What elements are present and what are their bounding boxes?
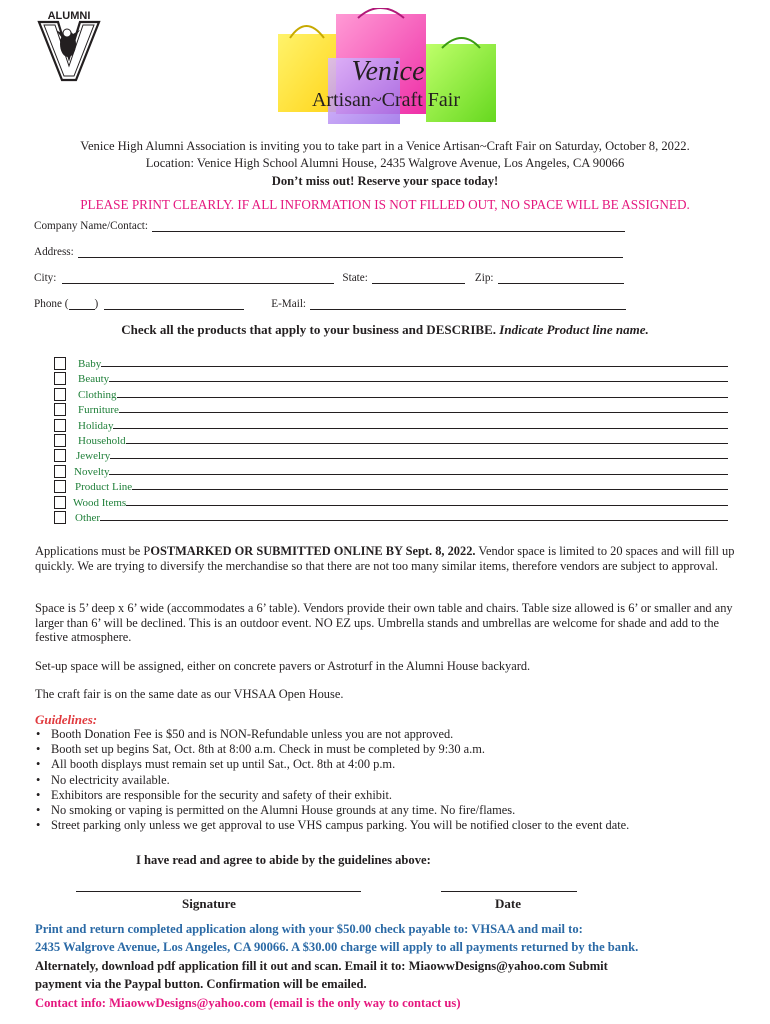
- intro-location: Location: Venice High School Alumni House, 2435 Walgrove Avenue, Los Angeles, CA 90066: [145, 156, 625, 170]
- product-checkbox[interactable]: [54, 372, 66, 385]
- alumni-logo-text: ALUMNI: [47, 10, 91, 22]
- print-clearly-notice: PLEASE PRINT CLEARLY. IF ALL INFORMATION IS NOT FILLED OUT, NO SPACE WILL BE ASSIGNED.: [80, 197, 690, 212]
- guideline-item: • All booth displays must remain set up until Sat., Oct. 8th at 4:00 p.m.: [35, 757, 765, 772]
- open-house-paragraph: The craft fair is on the same date as our VHSAA Open House.: [35, 687, 344, 701]
- product-checkbox[interactable]: [54, 449, 66, 462]
- footer-contact-info: Contact info: MiaowwDesigns@yahoo.com (email is the only way to contact us): [35, 996, 461, 1010]
- product-description-line[interactable]: [113, 428, 728, 429]
- date-line[interactable]: [441, 891, 577, 892]
- guideline-item: • Exhibitors are responsible for the security and safety of their exhibit.: [35, 788, 765, 803]
- footer-paypal: payment via the Paypal button. Confirmation will be emailed.: [35, 977, 367, 991]
- city-label: City:: [34, 272, 57, 284]
- product-row: [78, 371, 728, 385]
- product-label: Jewelry: [76, 450, 111, 463]
- product-row: [78, 402, 728, 416]
- application-deadline-paragraph: [35, 544, 755, 573]
- phone-number-field[interactable]: [104, 297, 244, 310]
- agree-statement: I have read and agree to abide by the guidelines above:: [136, 853, 431, 867]
- product-checkbox[interactable]: [54, 434, 66, 447]
- products-heading-italic: Indicate Product line name.: [499, 322, 649, 337]
- product-row: [78, 387, 728, 401]
- intro-call-to-action: Don’t miss out! Reserve your space today!: [271, 174, 499, 188]
- product-description-line[interactable]: [126, 443, 728, 444]
- product-checkbox[interactable]: [54, 357, 66, 370]
- product-row: [73, 495, 728, 509]
- product-description-line[interactable]: [126, 505, 728, 506]
- product-checkbox[interactable]: [54, 419, 66, 432]
- product-checkbox[interactable]: [54, 480, 66, 493]
- signature-label: Signature: [182, 896, 236, 911]
- date-label: Date: [495, 896, 521, 911]
- product-row: [78, 433, 728, 447]
- product-description-line[interactable]: [117, 397, 728, 398]
- product-description-line[interactable]: [119, 412, 728, 413]
- product-checkbox[interactable]: [54, 465, 66, 478]
- state-label: State:: [342, 272, 368, 284]
- product-description-line[interactable]: [109, 381, 728, 382]
- product-label: Household: [78, 435, 126, 447]
- product-checkbox[interactable]: [54, 388, 66, 401]
- zip-field[interactable]: [498, 271, 624, 284]
- phone-paren-close: ): [94, 298, 99, 310]
- phone-area-code-field[interactable]: [69, 297, 95, 310]
- product-description-line[interactable]: [132, 489, 728, 490]
- product-label: Novelty: [74, 465, 110, 478]
- email-field[interactable]: [310, 297, 626, 310]
- product-label: Other: [75, 512, 101, 524]
- guidelines-title: Guidelines:: [35, 712, 98, 727]
- footer-address: 2435 Walgrove Avenue, Los Angeles, CA 90066. A $30.00 charge will apply to all payments returned by the bank.: [35, 940, 639, 954]
- products-heading-text: Check all the products that apply to your business and DESCRIBE.: [121, 322, 497, 337]
- products-heading: [0, 322, 770, 338]
- phone-email-row: [34, 297, 626, 310]
- product-row: [76, 448, 728, 462]
- setup-paragraph: Set-up space will be assigned, either on concrete pavers or Astroturf in the Alumni House backyard.: [35, 659, 531, 673]
- company-row: [34, 219, 625, 232]
- intro-invitation: Venice High Alumni Association is inviting you to take part in a Venice Artisan~Craft Fair on Saturday, October 8, 2022.: [80, 139, 690, 153]
- product-description-line[interactable]: [101, 366, 728, 367]
- product-label: Clothing: [78, 388, 117, 401]
- guideline-item: • Booth set up begins Sat, Oct. 8th at 8:00 a.m. Check in must be completed by 9:30 a.m.: [35, 742, 765, 757]
- app-deadline-post: Vendor space is limited to 20 spaces and will fill up quickly. We are trying to diversify the merchandise so that there are not too many similar items, therefore vendors are subject to approval.: [35, 544, 735, 573]
- space-paragraph: Space is 5’ deep x 6’ wide (accommodates a 6’ table). Vendors provide their own table and chairs. Table size allowed is 6’ or smaller and any larger than 6’ will be declined. This is an outdoor event. NO EZ ups. Umbrella stands and umbrellas are welcome for shade and add to the festive atmosphere.: [35, 601, 733, 644]
- footer-email-alternative: Alternately, download pdf application fill it out and scan. Email it to: MiaowwDesigns@yahoo.com Submit: [35, 959, 608, 973]
- product-label: Beauty: [78, 373, 110, 386]
- zip-label: Zip:: [474, 272, 494, 284]
- product-row: [75, 510, 728, 524]
- app-deadline-bold: OSTMARKED OR SUBMITTED ONLINE BY Sept. 8, 2022.: [150, 544, 476, 558]
- phone-label: Phone (: [34, 298, 69, 310]
- product-label: Holiday: [78, 419, 114, 432]
- product-checkbox[interactable]: [54, 496, 66, 509]
- guidelines-list: [35, 727, 765, 833]
- product-description-line[interactable]: [110, 458, 728, 459]
- app-deadline-pre: Applications must be P: [35, 544, 151, 558]
- guideline-item: • No smoking or vaping is permitted on the Alumni House grounds at any time. No fire/flames.: [35, 803, 765, 818]
- email-label: E-Mail:: [271, 298, 307, 310]
- product-label: Baby: [78, 358, 102, 370]
- company-field[interactable]: [152, 219, 625, 232]
- address-field[interactable]: [78, 245, 623, 258]
- product-row: [78, 356, 728, 370]
- product-label: Furniture: [78, 404, 119, 417]
- guideline-item: • No electricity available.: [35, 773, 765, 788]
- fair-subtitle-text: Artisan~Craft Fair: [311, 89, 461, 111]
- product-row: [75, 479, 728, 493]
- product-label: Wood Items: [73, 496, 127, 509]
- address-row: [34, 245, 623, 258]
- guideline-item: • Street parking only unless we get approval to use VHS campus parking. You will be notified closer to the event date.: [35, 818, 765, 833]
- address-label: Address:: [34, 246, 74, 258]
- fair-title-text: Venice: [351, 56, 425, 87]
- venice-fair-logo: [276, 8, 498, 126]
- signature-line[interactable]: [76, 891, 361, 892]
- product-description-line[interactable]: [109, 474, 728, 475]
- state-field[interactable]: [372, 271, 465, 284]
- guideline-item: • Booth Donation Fee is $50 and is NON-Refundable unless you are not approved.: [35, 727, 765, 742]
- city-field[interactable]: [62, 271, 334, 284]
- product-description-line[interactable]: [100, 520, 728, 521]
- product-row: [78, 418, 728, 432]
- city-state-zip-row: [34, 271, 624, 284]
- footer-mail-instructions: Print and return completed application along with your $50.00 check payable to: VHSAA and mail to:: [35, 922, 583, 936]
- product-label: Product Line: [75, 481, 133, 494]
- alumni-v-logo: [36, 8, 102, 82]
- product-checkbox[interactable]: [54, 403, 66, 416]
- product-row: [74, 464, 728, 478]
- product-checkbox[interactable]: [54, 511, 66, 524]
- company-label: Company Name/Contact:: [34, 220, 149, 232]
